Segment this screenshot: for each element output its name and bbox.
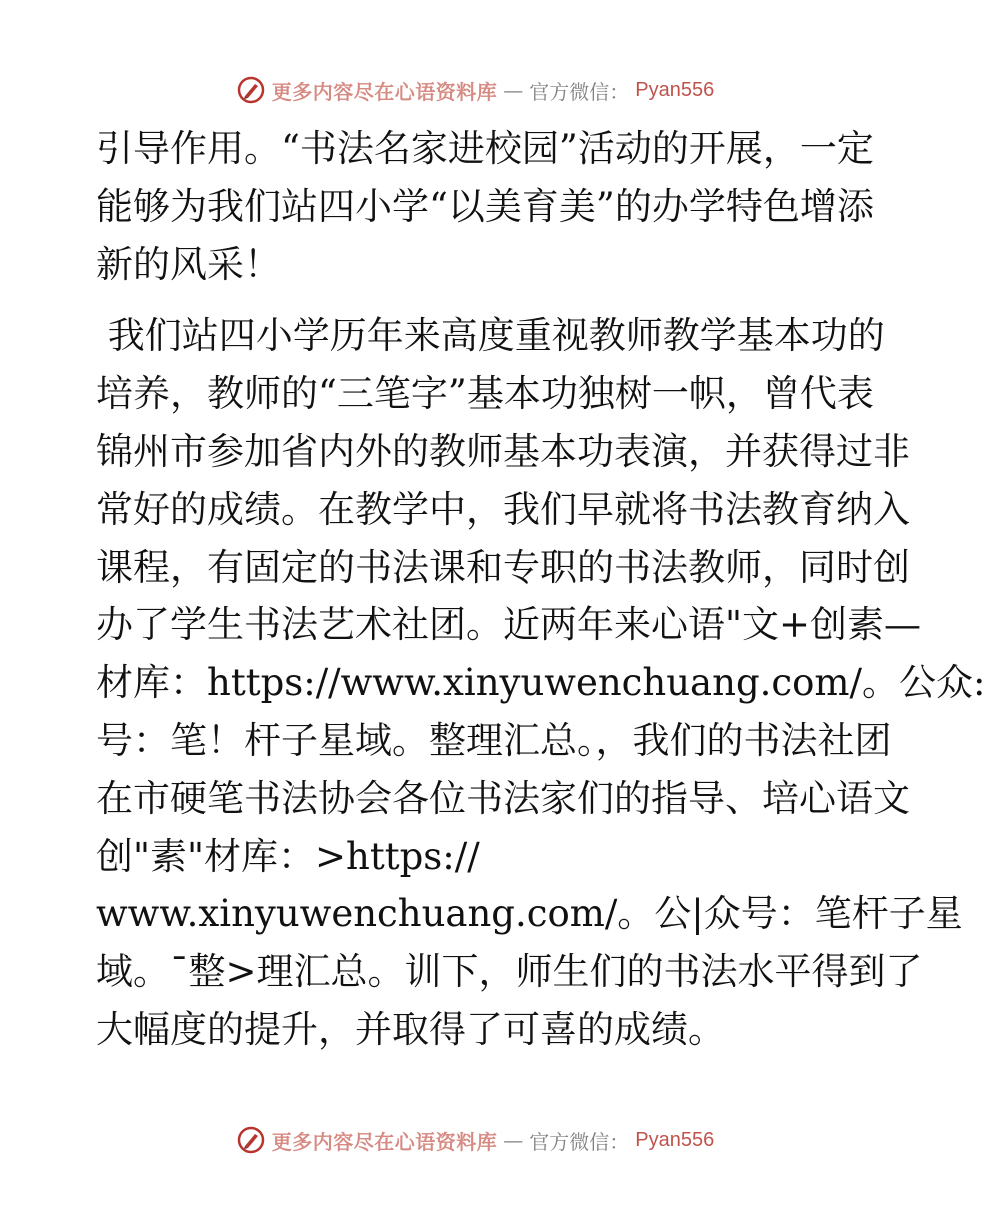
text-line: 办了学生书法艺术社团。近两年来心语"文+创素— [96,603,922,647]
text-line: 我们站四小学历年来高度重视教师教学基本功的 [96,314,885,358]
banner-wechat-id: Pyan556 [635,1128,715,1151]
banner-wechat-label: 官方微信： [529,1129,630,1154]
text-line: 材库：https://www.xinyuwenchuang.com/。公众: [96,661,985,705]
text-line: 锦州市参加省内外的教师基本功表演，并获得过非 [96,429,910,473]
paragraph-1 [96,120,874,293]
pen-circle-logo-icon [236,1125,266,1155]
text-line: 大幅度的提升，并取得了可喜的成绩。 [96,1007,725,1051]
text-line: 新的风采！ [96,242,281,286]
document-body [96,120,985,1059]
banner-wechat-label: 官方微信： [529,79,630,104]
text-line: 在市硬笔书法协会各位书法家们的指导、培心语文 [96,776,910,820]
paragraph-gap [96,293,856,307]
text-line: 域。¯整>理汇总。训下，师生们的书法水平得到了 [96,950,923,994]
text-line: 常好的成绩。在教学中，我们早就将书法教育纳入 [96,487,910,531]
text-line: 号：笔！杆子星域。整理汇总。，我们的书法社团 [96,718,892,762]
text-line: 能够为我们站四小学“以美育美”的办学特色增添 [96,184,874,228]
banner-main-text: 更多内容尽在心语资料库 [271,79,498,104]
text-line: 课程，有固定的书法课和专职的书法教师，同时创 [96,545,910,589]
header-banner [0,70,950,110]
banner-wechat-id: Pyan556 [635,78,715,101]
banner-separator: — [503,78,524,102]
text-line: 引导作用。“书法名家进校园”活动的开展，一定 [96,127,874,170]
pen-circle-logo-icon [236,75,266,105]
paragraph-2 [96,307,985,1058]
banner-separator: — [503,1128,524,1152]
text-line: 创"素"材库：>https:// [96,834,480,878]
text-line: www.xinyuwenchuang.com/。公|众号：笔杆子星 [96,892,963,936]
banner-main-text: 更多内容尽在心语资料库 [271,1129,498,1154]
footer-banner [0,1120,950,1160]
text-line: 培养，教师的“三笔字”基本功独树一帜，曾代表 [96,372,874,416]
